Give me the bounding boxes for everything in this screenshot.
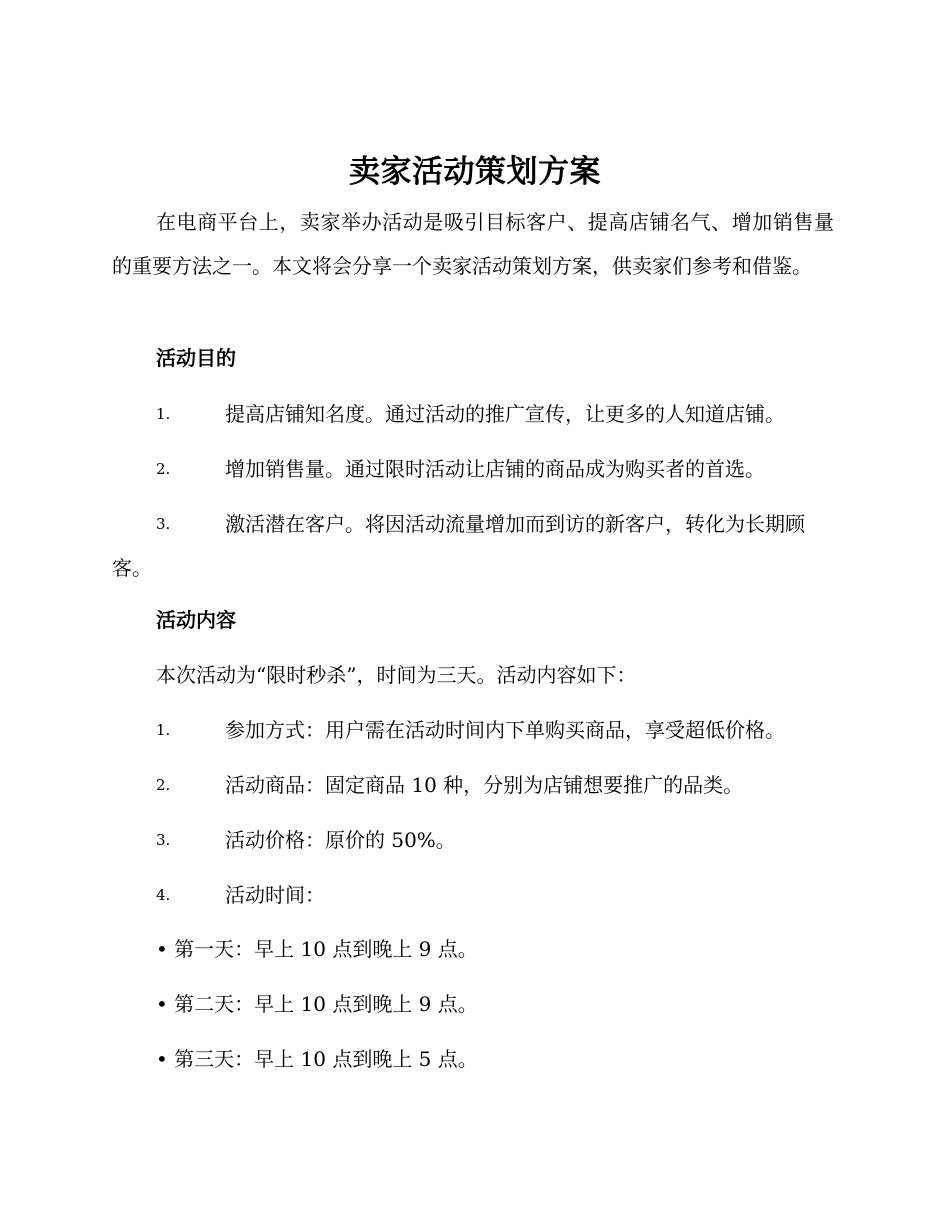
schedule-bullet-item: • 第一天：早上 10 点到晚上 9 点。 — [156, 937, 478, 961]
section-heading-content: 活动内容 — [156, 608, 236, 632]
document-title: 卖家活动策划方案 — [349, 154, 601, 190]
item-text: 活动时间： — [225, 883, 325, 907]
purpose-item — [112, 502, 834, 590]
content-item — [112, 818, 834, 862]
purpose-item — [112, 447, 834, 491]
content-lead-paragraph: 本次活动为“限时秒杀”，时间为三天。活动内容如下： — [156, 663, 637, 687]
item-text: 提高店铺知名度。通过活动的推广宣传，让更多的人知道店铺。 — [225, 402, 785, 426]
item-text: 增加销售量。通过限时活动让店铺的商品成为购买者的首选。 — [225, 457, 765, 481]
item-text: 活动价格：原价的 50%。 — [225, 828, 456, 852]
purpose-item — [112, 392, 834, 436]
item-number: 1. — [156, 405, 171, 423]
item-number: 2. — [156, 776, 171, 794]
item-number: 4. — [156, 886, 171, 904]
item-number: 2. — [156, 460, 171, 478]
item-number: 3. — [156, 515, 171, 533]
item-number: 1. — [156, 721, 171, 739]
item-text: 激活潜在客户。将因活动流量增加而到访的新客户，转化为长期顾客。 — [112, 512, 805, 580]
schedule-bullet-item: • 第三天：早上 10 点到晚上 5 点。 — [156, 1047, 478, 1071]
content-item — [112, 873, 834, 917]
intro-paragraph: 在电商平台上，卖家举办活动是吸引目标客户、提高店铺名气、增加销售量的重要方法之一。本文将会分享一个卖家活动策划方案，供卖家们参考和借鉴。 — [112, 210, 834, 278]
item-text: 活动商品：固定商品 10 种，分别为店铺想要推广的品类。 — [225, 773, 744, 797]
content-item — [112, 763, 834, 807]
section-heading-purpose: 活动目的 — [156, 346, 236, 370]
content-item — [112, 708, 834, 752]
schedule-bullet-item: • 第二天：早上 10 点到晚上 9 点。 — [156, 992, 478, 1016]
item-text: 参加方式：用户需在活动时间内下单购买商品，享受超低价格。 — [225, 718, 785, 742]
item-number: 3. — [156, 831, 171, 849]
